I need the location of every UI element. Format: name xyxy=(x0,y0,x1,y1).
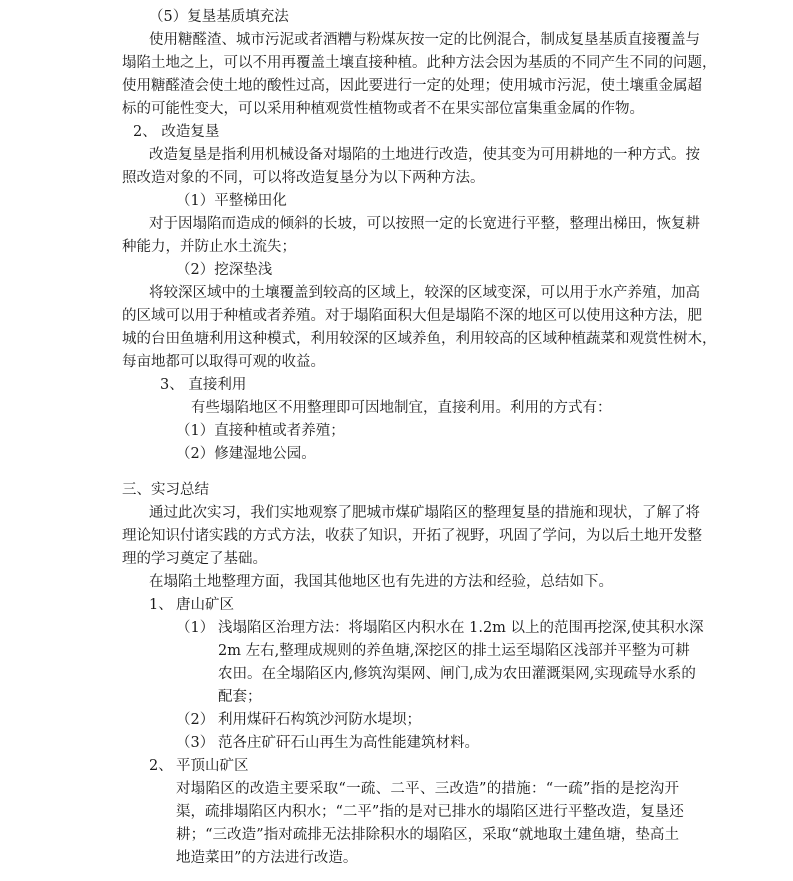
subheading-2: 2、 改造复垦 xyxy=(133,124,220,140)
list-item: （1）直接种植或者养殖； xyxy=(176,423,345,439)
list-number: 1、 xyxy=(149,597,173,613)
list-item-line: 配套； xyxy=(218,689,262,705)
list-item-line: 2m 左右,整理成规则的养鱼塘,深挖区的排土运至塌陷区浅部并平整为可耕 xyxy=(218,643,690,659)
paragraph-line: 的区域可以用于种植或者养殖。对于塌陷面积大但是塌陷不深的地区可以使用这种方法，肥 xyxy=(122,308,702,324)
paragraph-line: 城的台田鱼塘利用这种模式，利用较深的区域养鱼，利用较高的区域种植蔬菜和观赏性树木， xyxy=(122,331,717,347)
paragraph-line: 地造菜田”的方法进行改造。 xyxy=(176,850,358,866)
list-number: 2、 xyxy=(149,758,173,774)
paragraph-line: 通过此次实习，我们实地观察了肥城市煤矿塌陷区的整理复垦的措施和现状，了解了将 xyxy=(149,505,700,521)
list-item-line: 利用煤矸石构筑沙河防水堤坝； xyxy=(218,712,421,728)
paragraph-line: 标的可能性变大，可以采用种植观赏性植物或者不在果实部位富集重金属的作物。 xyxy=(122,101,644,117)
list-number: （3） xyxy=(176,735,215,751)
paragraph-line: 照改造对象的不同，可以将改造复垦分为以下两种方法。 xyxy=(122,170,485,186)
list-heading: 平顶山矿区 xyxy=(176,758,249,774)
subheading-3: 3、 直接利用 xyxy=(160,377,247,393)
list-item-line: 范各庄矿矸石山再生为高性能建筑材料。 xyxy=(218,735,479,751)
paragraph-line: 对塌陷区的改造主要采取“一疏、二平、三改造”的措施：“一疏”指的是挖沟开 xyxy=(176,781,679,797)
list-number: （1） xyxy=(176,620,215,636)
section-heading: 三、实习总结 xyxy=(122,482,209,498)
paragraph-line: 渠，疏排塌陷区内积水；“二平”指的是对已排水的塌陷区进行平整改造，复垦还 xyxy=(176,804,684,820)
paragraph-line: 理的学习奠定了基础。 xyxy=(122,551,267,567)
list-item-line: 农田。在全塌陷区内,修筑沟渠网、闸门,成为农田灌溉渠网,实现疏导水系的 xyxy=(218,666,696,682)
paragraph-line: 耕；“三改造”指对疏排无法排除积水的塌陷区，采取“就地取土建鱼塘，垫高土 xyxy=(176,827,679,843)
paragraph-line: 对于因塌陷而造成的倾斜的长坡，可以按照一定的长宽进行平整，整理出梯田，恢复耕 xyxy=(149,216,700,232)
subheading-terrace: （1）平整梯田化 xyxy=(176,193,287,209)
paragraph-line: 有些塌陷地区不用整理即可因地制宜，直接利用。利用的方式有： xyxy=(191,400,612,416)
paragraph-line: 塌陷土地之上，可以不用再覆盖土壤直接种植。此种方法会因为基质的不同产生不同的问题， xyxy=(122,55,717,71)
paragraph-line: 使用糖醛渣、城市污泥或者酒糟与粉煤灰按一定的比例混合，制成复垦基质直接覆盖与 xyxy=(149,32,700,48)
paragraph-line: 理论知识付诸实践的方式方法，收获了知识，开拓了视野，巩固了学问，为以后土地开发整 xyxy=(122,528,702,544)
paragraph-line: 在塌陷土地整理方面，我国其他地区也有先进的方法和经验，总结如下。 xyxy=(149,574,613,590)
list-number: （2） xyxy=(176,712,215,728)
paragraph-line: 使用糖醛渣会使土地的酸性过高，因此要进行一定的处理；使用城市污泥，使土壤重金属超 xyxy=(122,78,702,94)
paragraph-line: 每亩地都可以取得可观的收益。 xyxy=(122,354,325,370)
list-item: （2）修建湿地公园。 xyxy=(176,446,316,462)
list-item-line: 浅塌陷区治理方法：将塌陷区内积水在 1.2m 以上的范围再挖深,使其积水深 xyxy=(218,620,704,636)
subheading-dig: （2）挖深垫浅 xyxy=(176,262,273,278)
paragraph-line: 将较深区域中的土壤覆盖到较高的区域上，较深的区域变深，可以用于水产养殖，加高 xyxy=(149,285,700,301)
list-heading: 唐山矿区 xyxy=(176,597,234,613)
subheading-5: （5）复垦基质填充法 xyxy=(149,9,289,25)
paragraph-line: 改造复垦是指利用机械设备对塌陷的土地进行改造，使其变为可用耕地的一种方式。按 xyxy=(149,147,700,163)
paragraph-line: 种能力，并防止水土流失； xyxy=(122,239,296,255)
